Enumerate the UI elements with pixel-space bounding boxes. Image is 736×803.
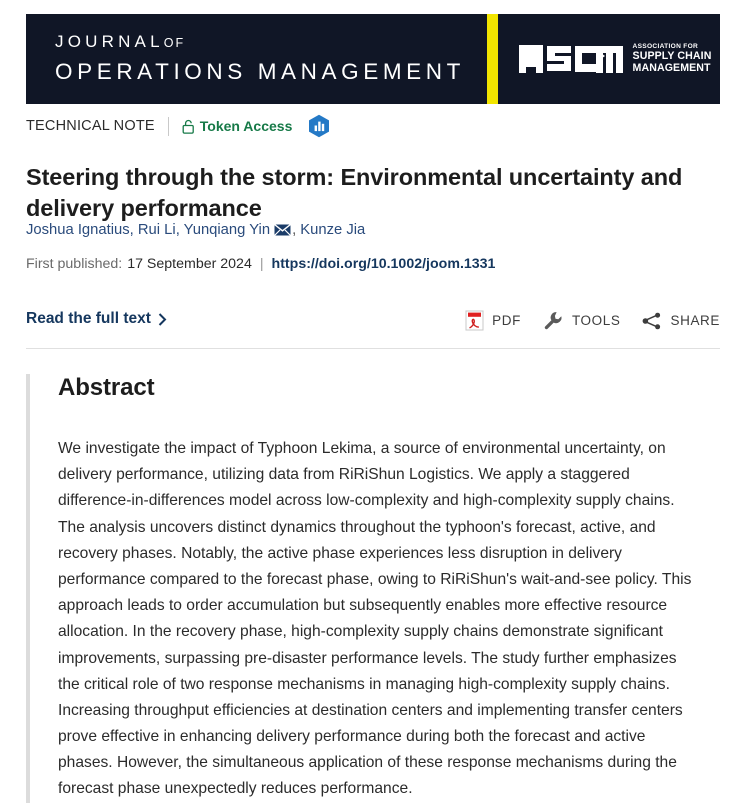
author-separator: , xyxy=(292,222,301,238)
read-full-text-label: Read the full text xyxy=(26,310,151,327)
abstract-inner xyxy=(26,374,720,803)
publication-info xyxy=(26,256,495,272)
abstract-heading: Abstract xyxy=(58,374,155,401)
article-type-label: TECHNICAL NOTE xyxy=(26,118,155,134)
pdf-button[interactable] xyxy=(465,310,521,331)
pubinfo-separator: | xyxy=(259,256,264,272)
ascm-line-2: SUPPLY CHAIN xyxy=(632,49,712,62)
tools-button[interactable] xyxy=(543,310,621,331)
wrench-icon xyxy=(543,310,564,331)
section-divider xyxy=(26,348,720,349)
journal-word-journal: JOURNAL xyxy=(55,32,164,52)
open-lock-icon xyxy=(182,119,195,134)
token-access-badge[interactable] xyxy=(182,118,293,134)
author-names[interactable]: Joshua Ignatius, Rui Li, Yunqiang Yin xyxy=(26,222,271,238)
pdf-label: PDF xyxy=(492,313,521,328)
read-full-text-link[interactable] xyxy=(26,310,167,328)
meta-divider xyxy=(168,117,169,136)
article-meta-row xyxy=(26,114,330,138)
journal-title-line-2: OPERATIONS MANAGEMENT xyxy=(55,59,465,85)
author-list xyxy=(26,220,365,241)
pdf-icon xyxy=(465,310,484,331)
journal-masthead xyxy=(26,31,487,86)
journal-title-line-1 xyxy=(55,31,487,54)
first-published-label: First published: xyxy=(26,256,123,272)
doi-link[interactable]: https://doi.org/10.1002/joom.1331 xyxy=(271,256,496,272)
article-tools-bar xyxy=(465,310,720,331)
share-label: SHARE xyxy=(670,313,720,328)
ascm-line-1: ASSOCIATION FOR xyxy=(632,43,699,51)
tools-label: TOOLS xyxy=(571,313,621,328)
share-button[interactable] xyxy=(642,312,720,330)
first-published-date: 17 September 2024 xyxy=(127,256,252,272)
banner-yellow-divider xyxy=(487,14,498,104)
dimensions-bar-chart-badge-icon[interactable] xyxy=(308,114,330,138)
author-name-last[interactable]: Kunze Jia xyxy=(300,222,366,238)
share-icon xyxy=(642,312,662,330)
chevron-right-icon xyxy=(158,313,167,326)
ascm-logo xyxy=(498,37,720,81)
corresponding-author-envelope-icon[interactable] xyxy=(274,224,291,236)
article-title: Steering through the storm: Environmental uncertainty and delivery performance xyxy=(26,163,683,221)
journal-word-of: OF xyxy=(163,36,186,51)
abstract-body: We investigate the impact of Typhoon Lekima, a source of environmental uncertainty, on delivery performance, utilizing data from RiRiShun Logistics. We apply a staggered difference-in-differences model across low-complexity and high-complexity supply chains. The analysis uncovers distinct dynamics throughout the typhoon's forecast, active, and recovery phases. Notably, the active phase experiences less disruption in delivery performance compared to the forecast phase, owing to RiRiShun's wait-and-see policy. This approach leads to order accumulation but subsequently enables more effective resource allocation. In the recovery phase, high-complexity supply chains demonstrate significant improvements, surpassing pre-disaster performance levels. The study further emphasizes the critical role of two response mechanisms in managing high-complexity supply chains. Increasing throughput efficiencies at destination centers and implementing transfer centers prove effective in enhancing delivery performance during both the forecast and active phases. However, the simultaneous application of these response mechanisms during the forecast phase unexpectedly reduces performance. xyxy=(58,440,692,798)
journal-banner xyxy=(26,14,720,104)
ascm-expansion-text xyxy=(633,43,712,74)
abstract-section xyxy=(26,366,720,803)
token-access-label: Token Access xyxy=(199,118,293,134)
ascm-line-3: MANAGEMENT xyxy=(632,61,711,74)
ascm-wordmark-icon xyxy=(517,37,625,81)
